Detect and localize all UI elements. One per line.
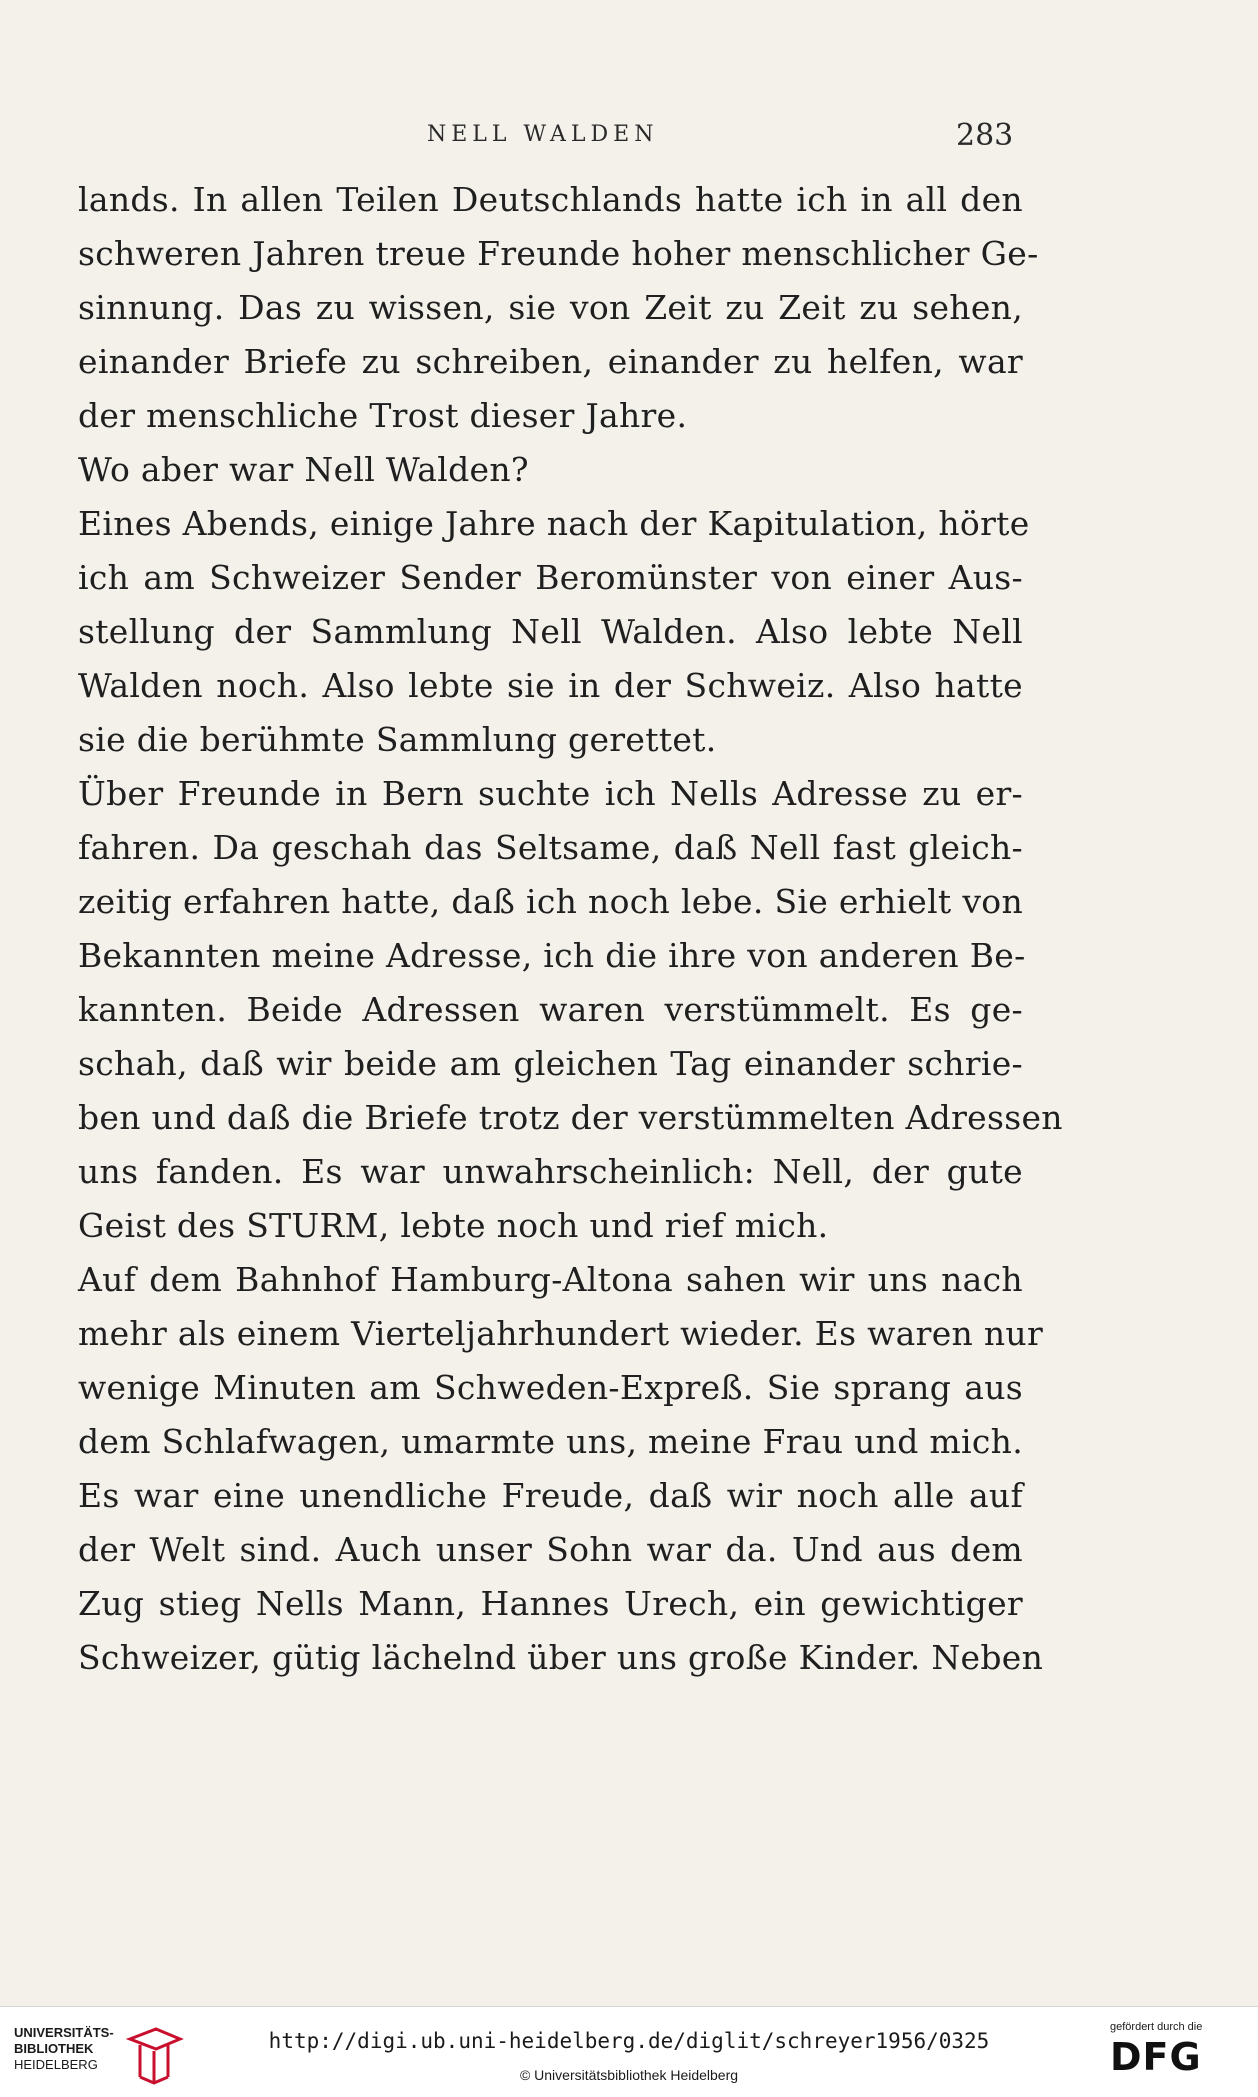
dfg-logo[interactable] bbox=[1110, 2021, 1250, 2091]
text-line: mehr als einem Vierteljahrhundert wieder. Es waren nur bbox=[78, 1314, 1044, 1353]
text-line: zeitig erfahren hatte, daß ich noch lebe. Sie erhielt von bbox=[78, 882, 1023, 921]
text-line: Eines Abends, einige Jahre nach der Kapitulation, hörte bbox=[78, 504, 1030, 543]
text-line: Auf dem Bahnhof Hamburg-Altona sahen wir uns nach bbox=[78, 1260, 1023, 1299]
copyright-text: © Universitätsbibliothek Heidelberg bbox=[519, 2067, 739, 2083]
text-line: stellung der Sammlung Nell Walden. Also lebte Nell bbox=[78, 612, 1023, 651]
text-line: sie die berühmte Sammlung gerettet. bbox=[78, 720, 717, 759]
text-line: ben und daß die Briefe trotz der verstümmelten Adressen bbox=[78, 1098, 1063, 1137]
text-line: sinnung. Das zu wissen, sie von Zeit zu Zeit zu sehen, bbox=[78, 288, 1023, 327]
logo-line: UNIVERSITÄTS- bbox=[14, 2025, 114, 2040]
body-text bbox=[78, 173, 1063, 1685]
text-line: Bekannten meine Adresse, ich die ihre von anderen Be- bbox=[78, 936, 1026, 975]
text-line: fahren. Da geschah das Seltsame, daß Nell fast gleich- bbox=[78, 828, 1023, 867]
text-line: Geist des STURM, lebte noch und rief mich. bbox=[78, 1206, 829, 1245]
text-line: lands. In allen Teilen Deutschlands hatte ich in all den bbox=[78, 180, 1023, 219]
text-line: ich am Schweizer Sender Beromünster von einer Aus- bbox=[78, 558, 1023, 597]
footer-bar bbox=[0, 2006, 1258, 2097]
text-line: uns fanden. Es war unwahrscheinlich: Nell, der gute bbox=[78, 1152, 1023, 1191]
text-line: Über Freunde in Bern suchte ich Nells Adresse zu er- bbox=[78, 774, 1023, 813]
dfg-caption: gefördert durch die bbox=[1110, 2021, 1203, 2033]
text-line: der Welt sind. Auch unser Sohn war da. Und aus dem bbox=[78, 1530, 1023, 1569]
text-line: Walden noch. Also lebte sie in der Schweiz. Also hatte bbox=[78, 666, 1023, 705]
text-line: wenige Minuten am Schweden-Expreß. Sie sprang aus bbox=[78, 1368, 1023, 1407]
page-header bbox=[0, 118, 1258, 158]
text-line: Wo aber war Nell Walden? bbox=[78, 450, 529, 489]
text-line: schah, daß wir beide am gleichen Tag einander schrie- bbox=[78, 1044, 1023, 1083]
text-line: schweren Jahren treue Freunde hoher menschlicher Ge- bbox=[78, 234, 1039, 273]
page-number: 283 bbox=[956, 118, 1014, 153]
logo-line: HEIDELBERG bbox=[14, 2057, 98, 2072]
text-line: kannten. Beide Adressen waren verstümmelt. Es ge- bbox=[78, 990, 1023, 1029]
text-line: einander Briefe zu schreiben, einander zu helfen, war bbox=[78, 342, 1023, 381]
running-head: NELL WALDEN bbox=[427, 122, 659, 147]
permalink-url[interactable]: http://digi.ub.uni-heidelberg.de/diglit/schreyer1956/0325 bbox=[268, 2029, 990, 2053]
dfg-wordmark: DFG bbox=[1110, 2035, 1202, 2079]
text-line: dem Schlafwagen, umarmte uns, meine Frau und mich. bbox=[78, 1422, 1023, 1461]
text-line: der menschliche Trost dieser Jahre. bbox=[78, 396, 688, 435]
logo-line: BIBLIOTHEK bbox=[14, 2041, 94, 2056]
text-line: Es war eine unendliche Freude, daß wir noch alle auf bbox=[78, 1476, 1023, 1515]
text-line: Schweizer, gütig lächelnd über uns große Kinder. Neben bbox=[78, 1638, 1044, 1677]
text-line: Zug stieg Nells Mann, Hannes Urech, ein gewichtiger bbox=[78, 1584, 1023, 1623]
